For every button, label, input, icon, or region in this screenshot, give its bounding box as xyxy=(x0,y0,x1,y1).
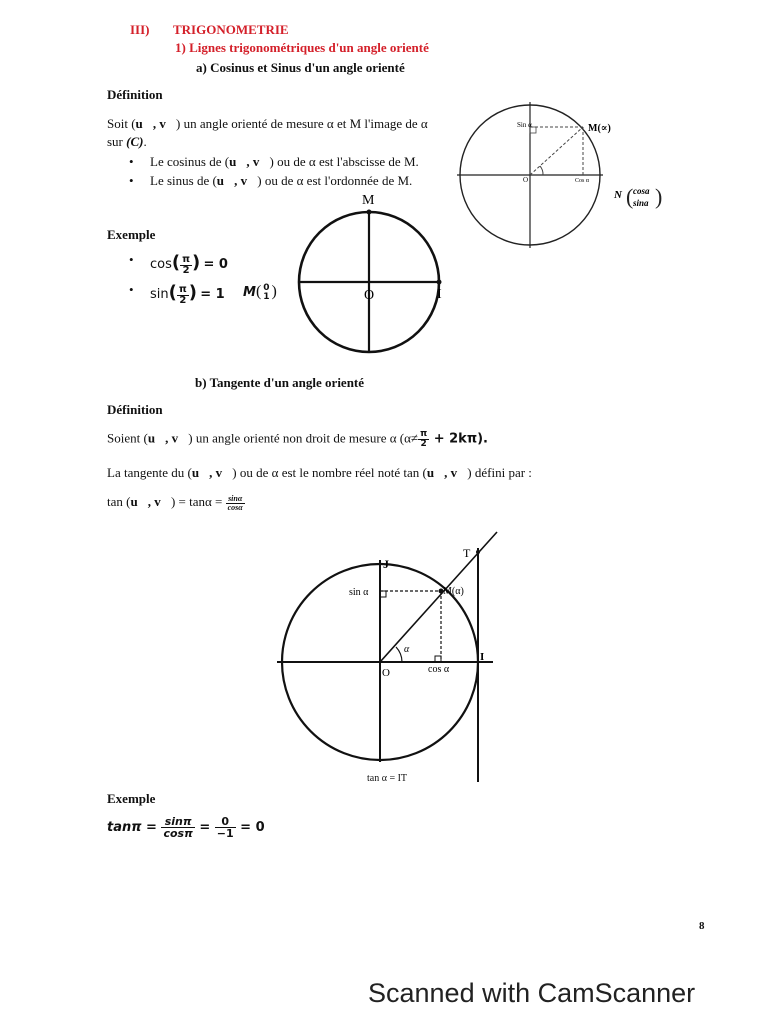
example-sin: • sin( $\frac{\pi}{2}$ ) = 1 xyxy=(150,282,225,306)
definition-line-2: sur (C). xyxy=(107,134,147,149)
label-o-tangent: O xyxy=(382,667,390,679)
label-n-cos: cosa xyxy=(633,186,650,196)
example-heading-a: Exemple xyxy=(107,227,156,242)
label-i-example: I xyxy=(437,287,442,302)
label-cos-alpha: Cos α xyxy=(575,178,589,184)
label-sin-alpha: Sin α xyxy=(517,121,532,129)
tangent-caption: tan α = IT xyxy=(367,773,408,784)
label-m: M xyxy=(362,193,375,208)
label-alpha: α xyxy=(404,644,410,655)
angle-arc-tangent xyxy=(396,647,402,662)
angle-arc xyxy=(540,166,543,175)
label-n: N xyxy=(614,189,622,201)
label-j: J xyxy=(383,557,389,571)
angle-uv: u⃗, v⃗ xyxy=(135,116,177,131)
bullet-sinus: • Le sinus de (u⃗, v⃗) ou de α est l'ordonnée de M. xyxy=(150,173,412,189)
figure-unit-circle-cos-sin xyxy=(455,100,670,260)
section-title: TRIGONOMETRIE xyxy=(173,22,289,37)
label-origin: O xyxy=(523,176,529,184)
label-cos-alpha-tangent: cos α xyxy=(428,664,450,675)
example-heading-b: Exemple xyxy=(107,791,156,806)
subsection-b-title: b) Tangente d'un angle orienté xyxy=(195,375,365,390)
example-cos: • cos( $\frac{\pi}{2}$ ) = 0 xyxy=(150,252,228,276)
svg-text:(: ( xyxy=(626,184,634,209)
subsection-title: 1) Lignes trigonométriques d'un angle orienté xyxy=(175,40,429,55)
label-sin-alpha-tangent: sin α xyxy=(349,587,369,598)
bullet-cosinus: • Le cosinus de (u⃗, v⃗) ou de α est l'abscisse de M. xyxy=(150,154,419,170)
figure-unit-circle-example xyxy=(285,190,465,355)
tangent-definition-line-1: Soient (u⃗, v⃗) un angle orienté non droit de mesure α (α≠ $\frac{\pi}{2}$ + 2kπ). xyxy=(107,429,488,449)
subsection-a-title: a) Cosinus et Sinus d'un angle orienté xyxy=(196,60,405,75)
definition-heading-a: Définition xyxy=(107,87,163,102)
example-tan-pi: tanπ = $\frac{\sin\pi}{\cos\pi}$ = $\frac{0}{-1}$ = 0 xyxy=(107,815,265,840)
label-i-tangent: I xyxy=(480,651,485,663)
scanner-watermark: Scanned with CamScanner xyxy=(368,978,696,1008)
label-o-example: O xyxy=(364,288,375,303)
label-t: T xyxy=(463,546,471,560)
definition-line-1: Soit (u⃗, v⃗) un angle orienté de mesure α et M l'image de α xyxy=(107,116,428,131)
radius-om xyxy=(530,127,583,175)
label-n-sin: sina xyxy=(633,198,649,208)
tangent-formula: tan (u⃗, v⃗) = tanα = $\frac{\sin\alpha}{\cos\alpha}$ xyxy=(107,493,243,512)
label-m-alpha-tangent: M(α) xyxy=(443,586,464,597)
point-m-coordinates: M( 0 1 ) xyxy=(243,283,277,303)
tangent-definition-line-2: La tangente du (u⃗, v⃗) ou de α est le nombre réel noté tan (u⃗, v⃗) défini par : xyxy=(107,465,532,480)
svg-text:): ) xyxy=(655,184,663,209)
page-number: 8 xyxy=(699,920,705,932)
section-number: III) xyxy=(130,22,150,37)
definition-heading-b: Définition xyxy=(107,402,163,417)
figure-tangent xyxy=(265,530,540,790)
label-m-alpha: M(∝) xyxy=(588,123,611,134)
